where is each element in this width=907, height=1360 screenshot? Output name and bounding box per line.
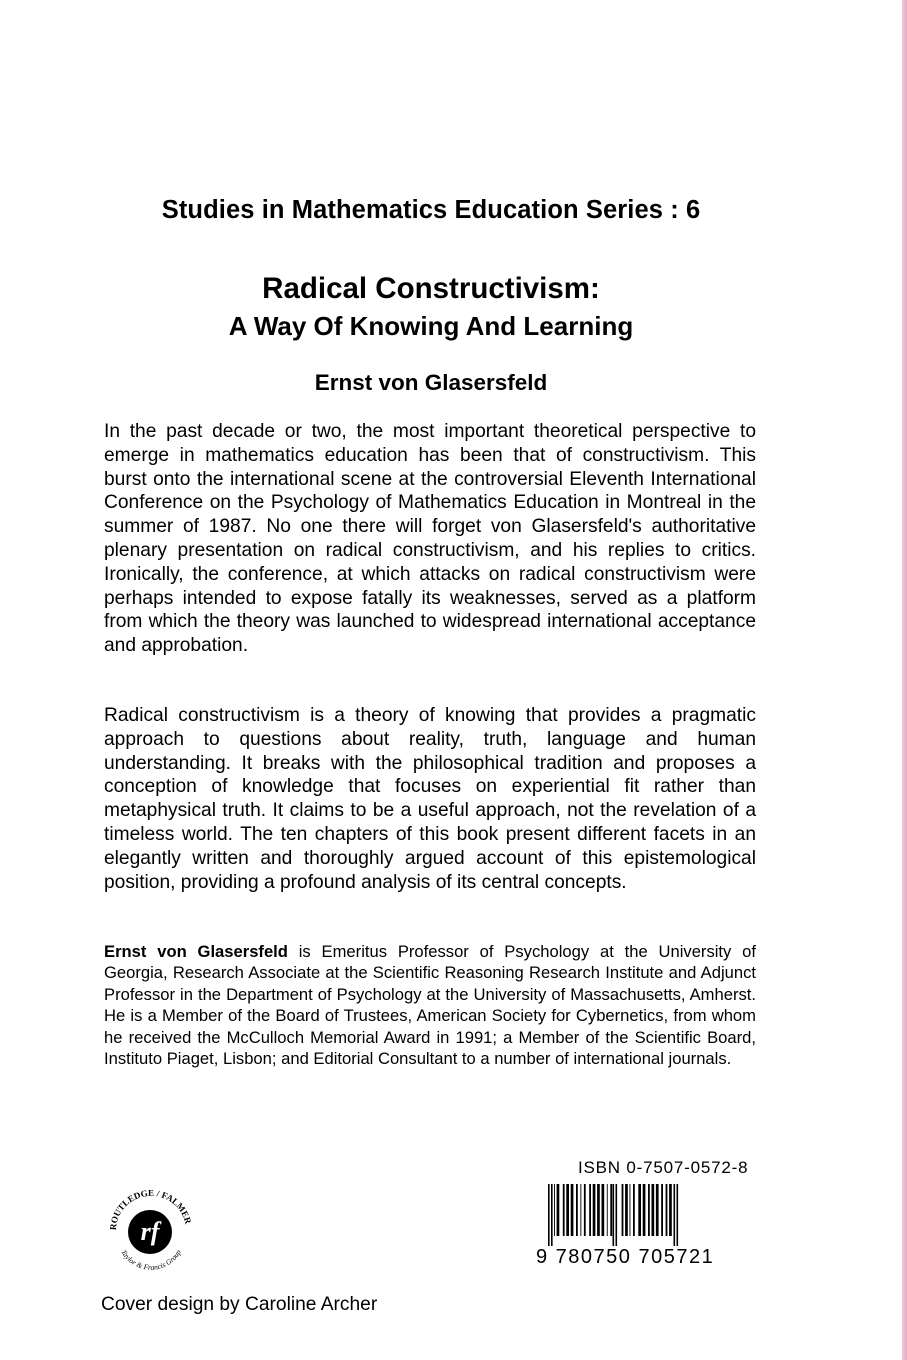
barcode-bar	[566, 1184, 569, 1236]
barcode-guard-bar	[613, 1184, 615, 1246]
barcode-bar	[669, 1184, 672, 1236]
barcode-bars	[534, 1184, 762, 1246]
barcode-guard-bar	[677, 1184, 679, 1246]
barcode-bar	[638, 1184, 641, 1236]
barcode-bar	[580, 1184, 581, 1236]
barcode-bar	[622, 1184, 624, 1236]
publisher-logo-graphic	[98, 1178, 202, 1282]
barcode-bar	[610, 1184, 612, 1236]
author-bio-name: Ernst von Glasersfeld	[104, 942, 288, 961]
barcode-bar	[576, 1184, 578, 1236]
barcode-bar	[666, 1184, 668, 1236]
author-name: Ernst von Glasersfeld	[314, 370, 548, 395]
barcode-bar	[633, 1184, 635, 1236]
barcode-bar	[571, 1184, 574, 1236]
barcode-bar	[554, 1184, 555, 1236]
barcode-bar	[630, 1184, 631, 1236]
description-paragraph-2: Radical constructivism is a theory of knowing that provides a pragmatic approach to questions about reality, truth, language and human understanding. It breaks with the philosophical tradition and proposes a conception of knowledge that focuses on experiential fit rather than metaphysical truth. It claims to be a useful approach, not the revelation of a timeless world. The ten chapters of this book present different facets in an elegantly written and thoroughly argued account of this epistemological position, providing a profound analysis of its central concepts.	[104, 705, 756, 893]
barcode-bar	[607, 1184, 608, 1236]
barcode-guard-bar	[551, 1184, 553, 1246]
barcode-bar	[661, 1184, 663, 1236]
book-title: Radical Constructivism:	[262, 272, 600, 305]
barcode-bar	[593, 1184, 596, 1236]
author-bio	[104, 941, 756, 1069]
logo-bottom-text: Taylor & Francis Group	[119, 1248, 183, 1272]
logo-top-text: ROUTLEDGE / FALMER	[107, 1187, 194, 1231]
barcode-bar	[557, 1184, 560, 1236]
book-subtitle: A Way Of Knowing And Learning	[228, 311, 634, 341]
barcode-bar	[625, 1184, 628, 1236]
barcode-bar	[563, 1184, 565, 1236]
barcode-bar	[602, 1184, 605, 1236]
publisher-logo	[98, 1178, 202, 1282]
barcode-guard-bar	[548, 1184, 550, 1246]
barcode-bar	[648, 1184, 650, 1236]
barcode-bar	[589, 1184, 591, 1236]
logo-monogram: rf	[140, 1217, 160, 1246]
cover-credit: Cover design by Caroline Archer	[101, 1294, 378, 1315]
barcode-bar	[643, 1184, 646, 1236]
barcode-bar	[597, 1184, 600, 1236]
series-title: Studies in Mathematics Education Series : 6	[161, 196, 701, 224]
barcode-guard-bar	[674, 1184, 676, 1246]
description-paragraph-1: In the past decade or two, the most important theoretical perspective to emerge in mathematics education has been that of constructivism. This burst onto the international scene at the controversial Eleventh International Conference on the Psychology of Mathematics Education in Montreal in the summer of 1987. No one there will forget von Glasersfeld's authoritative plenary presentation on radical constructivism, and his replies to critics. Ironically, the conference, at which attacks on radical constructivism were perhaps intended to expose fatally its weaknesses, served as a platform from which the theory was launched to widespread international acceptance and approbation.	[104, 421, 756, 657]
barcode-bar	[656, 1184, 659, 1236]
barcode-bar	[584, 1184, 586, 1236]
barcode-bar	[652, 1184, 655, 1236]
barcode-number: 9 780750 705721	[536, 1246, 715, 1268]
barcode-guard-bar	[616, 1184, 618, 1246]
author-bio-text: is Emeritus Professor of Psychology at the University of Georgia, Research Associate at the Scientific Reasoning Research Institute and Adjunct Professor in the Department of Psychology at the University of Massachusetts, Amherst. He is a Member of the Board of Trustees, American Society for Cybernetics, from whom he received the McCulloch Memorial Award in 1991; a Member of the Scientific Board, Instituto Piaget, Lisbon; and Editorial Consultant to a number of international journals.	[104, 942, 756, 1069]
isbn: ISBN 0-7507-0572-8	[578, 1158, 749, 1177]
page-edge	[902, 0, 907, 1360]
